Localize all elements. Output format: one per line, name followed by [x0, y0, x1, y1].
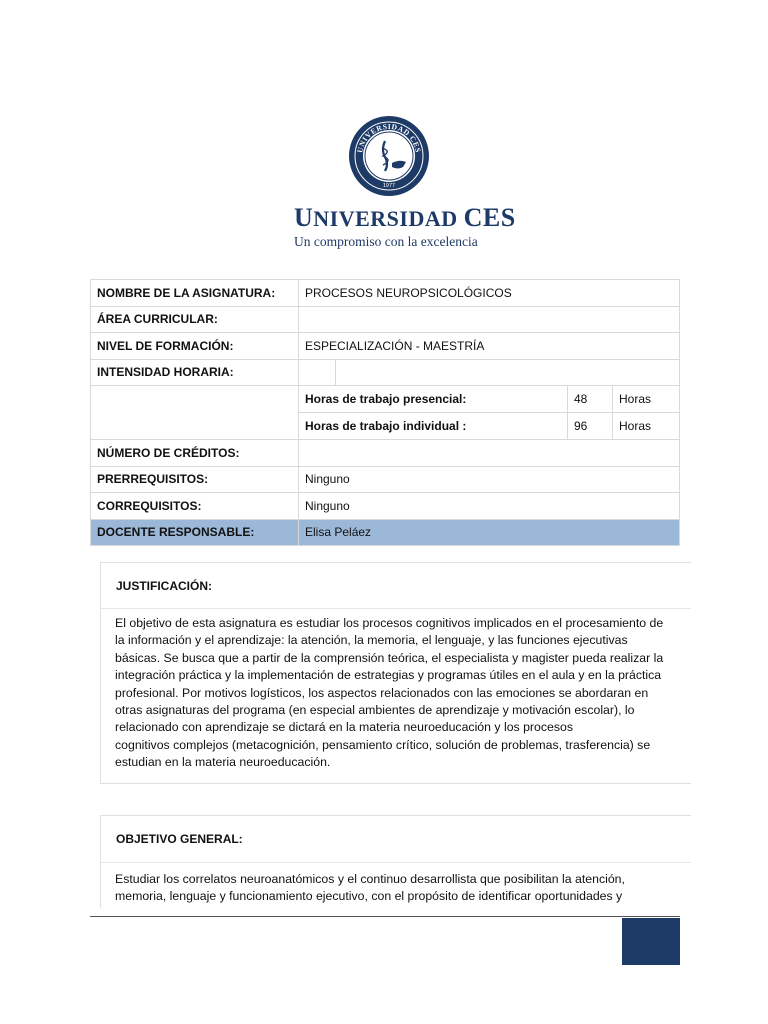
university-logo — [290, 115, 516, 255]
prerequisites-label: PRERREQUISITOS: — [91, 466, 299, 493]
justification-section — [100, 562, 691, 784]
hours-intensity-value — [336, 359, 680, 386]
credits-value — [299, 440, 680, 467]
text-line: Estudiar los correlatos neuroanatómicos y el continuo desarrollista que posibilitan la atención, — [115, 872, 625, 886]
course-info-table — [90, 279, 680, 546]
instructor-label: DOCENTE RESPONSABLE: — [91, 519, 299, 546]
table-row — [91, 519, 680, 546]
individual-hours-unit: Horas — [613, 413, 680, 440]
justification-text — [101, 609, 691, 772]
text-line: profesional. Por motivos logísticos, los aspectos relacionados con las emociones se abordaran en — [115, 685, 649, 700]
seal-icon — [348, 115, 430, 197]
table-row — [91, 386, 680, 413]
course-name-label: NOMBRE DE LA ASIGNATURA: — [91, 280, 299, 307]
prerequisites-value: Ninguno — [299, 466, 680, 493]
level-label: NIVEL DE FORMACIÓN: — [91, 333, 299, 360]
section-title: OBJETIVO GENERAL: — [101, 816, 691, 863]
table-row — [91, 440, 680, 467]
text-line: relacionado con aprendizaje se dictará en la materia neuroeducación y los procesos — [115, 720, 573, 735]
text-line: estudian en la materia neuroeducación. — [115, 755, 331, 770]
text-line: otras asignaturas del programa (en especial ambientes de aprendizaje y motivación escolar), lo — [115, 703, 635, 718]
table-row — [91, 306, 680, 333]
general-objective-section — [100, 815, 691, 908]
individual-hours-label: Horas de trabajo individual : — [299, 413, 568, 440]
instructor-value: Elisa Peláez — [299, 519, 680, 546]
footer-divider — [90, 916, 680, 917]
table-row — [91, 466, 680, 493]
svg-text:UNIVERSIDAD CES: UNIVERSIDAD CES — [355, 121, 423, 154]
hours-intensity-label: INTENSIDAD HORARIA: — [91, 359, 299, 386]
text-line: El objetivo de esta asignatura es estudiar los procesos cognitivos implicados en el procesamiento de — [115, 616, 664, 630]
text-line: cognitivos complejos (metacognición, pensamiento crítico, solución de problemas, trasferencia) se — [115, 737, 651, 752]
corequisites-value: Ninguno — [299, 493, 680, 520]
brand-tagline: Un compromiso con la excelencia — [294, 234, 478, 249]
brand-name: UNIVERSIDAD CES — [294, 203, 516, 232]
presential-hours-unit: Horas — [613, 386, 680, 413]
table-row — [91, 493, 680, 520]
text-line: memoria, lenguaje y funcionamiento ejecutivo, con el propósito de identificar oportunidades y — [115, 889, 623, 904]
area-value — [299, 306, 680, 333]
hours-intensity-blank — [299, 359, 336, 386]
text-line: la información y el aprendizaje: la atención, la memoria, el lenguaje, y las funciones ejecutivas — [115, 633, 628, 648]
svg-text:1977: 1977 — [382, 183, 396, 189]
table-row — [91, 359, 680, 386]
individual-hours-value: 96 — [568, 413, 613, 440]
objective-text — [101, 863, 691, 906]
table-row — [91, 280, 680, 307]
section-title: JUSTIFICACIÓN: — [101, 563, 691, 609]
hours-blank-cell — [91, 386, 299, 440]
text-line: integración práctica y la implementación de estrategias y programas útiles en el aula y en la práctica — [115, 668, 662, 683]
footer-color-block — [622, 918, 680, 965]
area-label: ÁREA CURRICULAR: — [91, 306, 299, 333]
level-value: ESPECIALIZACIÓN - MAESTRÍA — [299, 333, 680, 360]
presential-hours-value: 48 — [568, 386, 613, 413]
presential-hours-label: Horas de trabajo presencial: — [299, 386, 568, 413]
credits-label: NÚMERO DE CRÉDITOS: — [91, 440, 299, 467]
corequisites-label: CORREQUISITOS: — [91, 493, 299, 520]
table-row — [91, 333, 680, 360]
course-name-value: PROCESOS NEUROPSICOLÓGICOS — [299, 280, 680, 307]
text-line: básicas. Se busca que a partir de la comprensión teórica, el especialista y magister pueda realizar la — [115, 650, 664, 665]
